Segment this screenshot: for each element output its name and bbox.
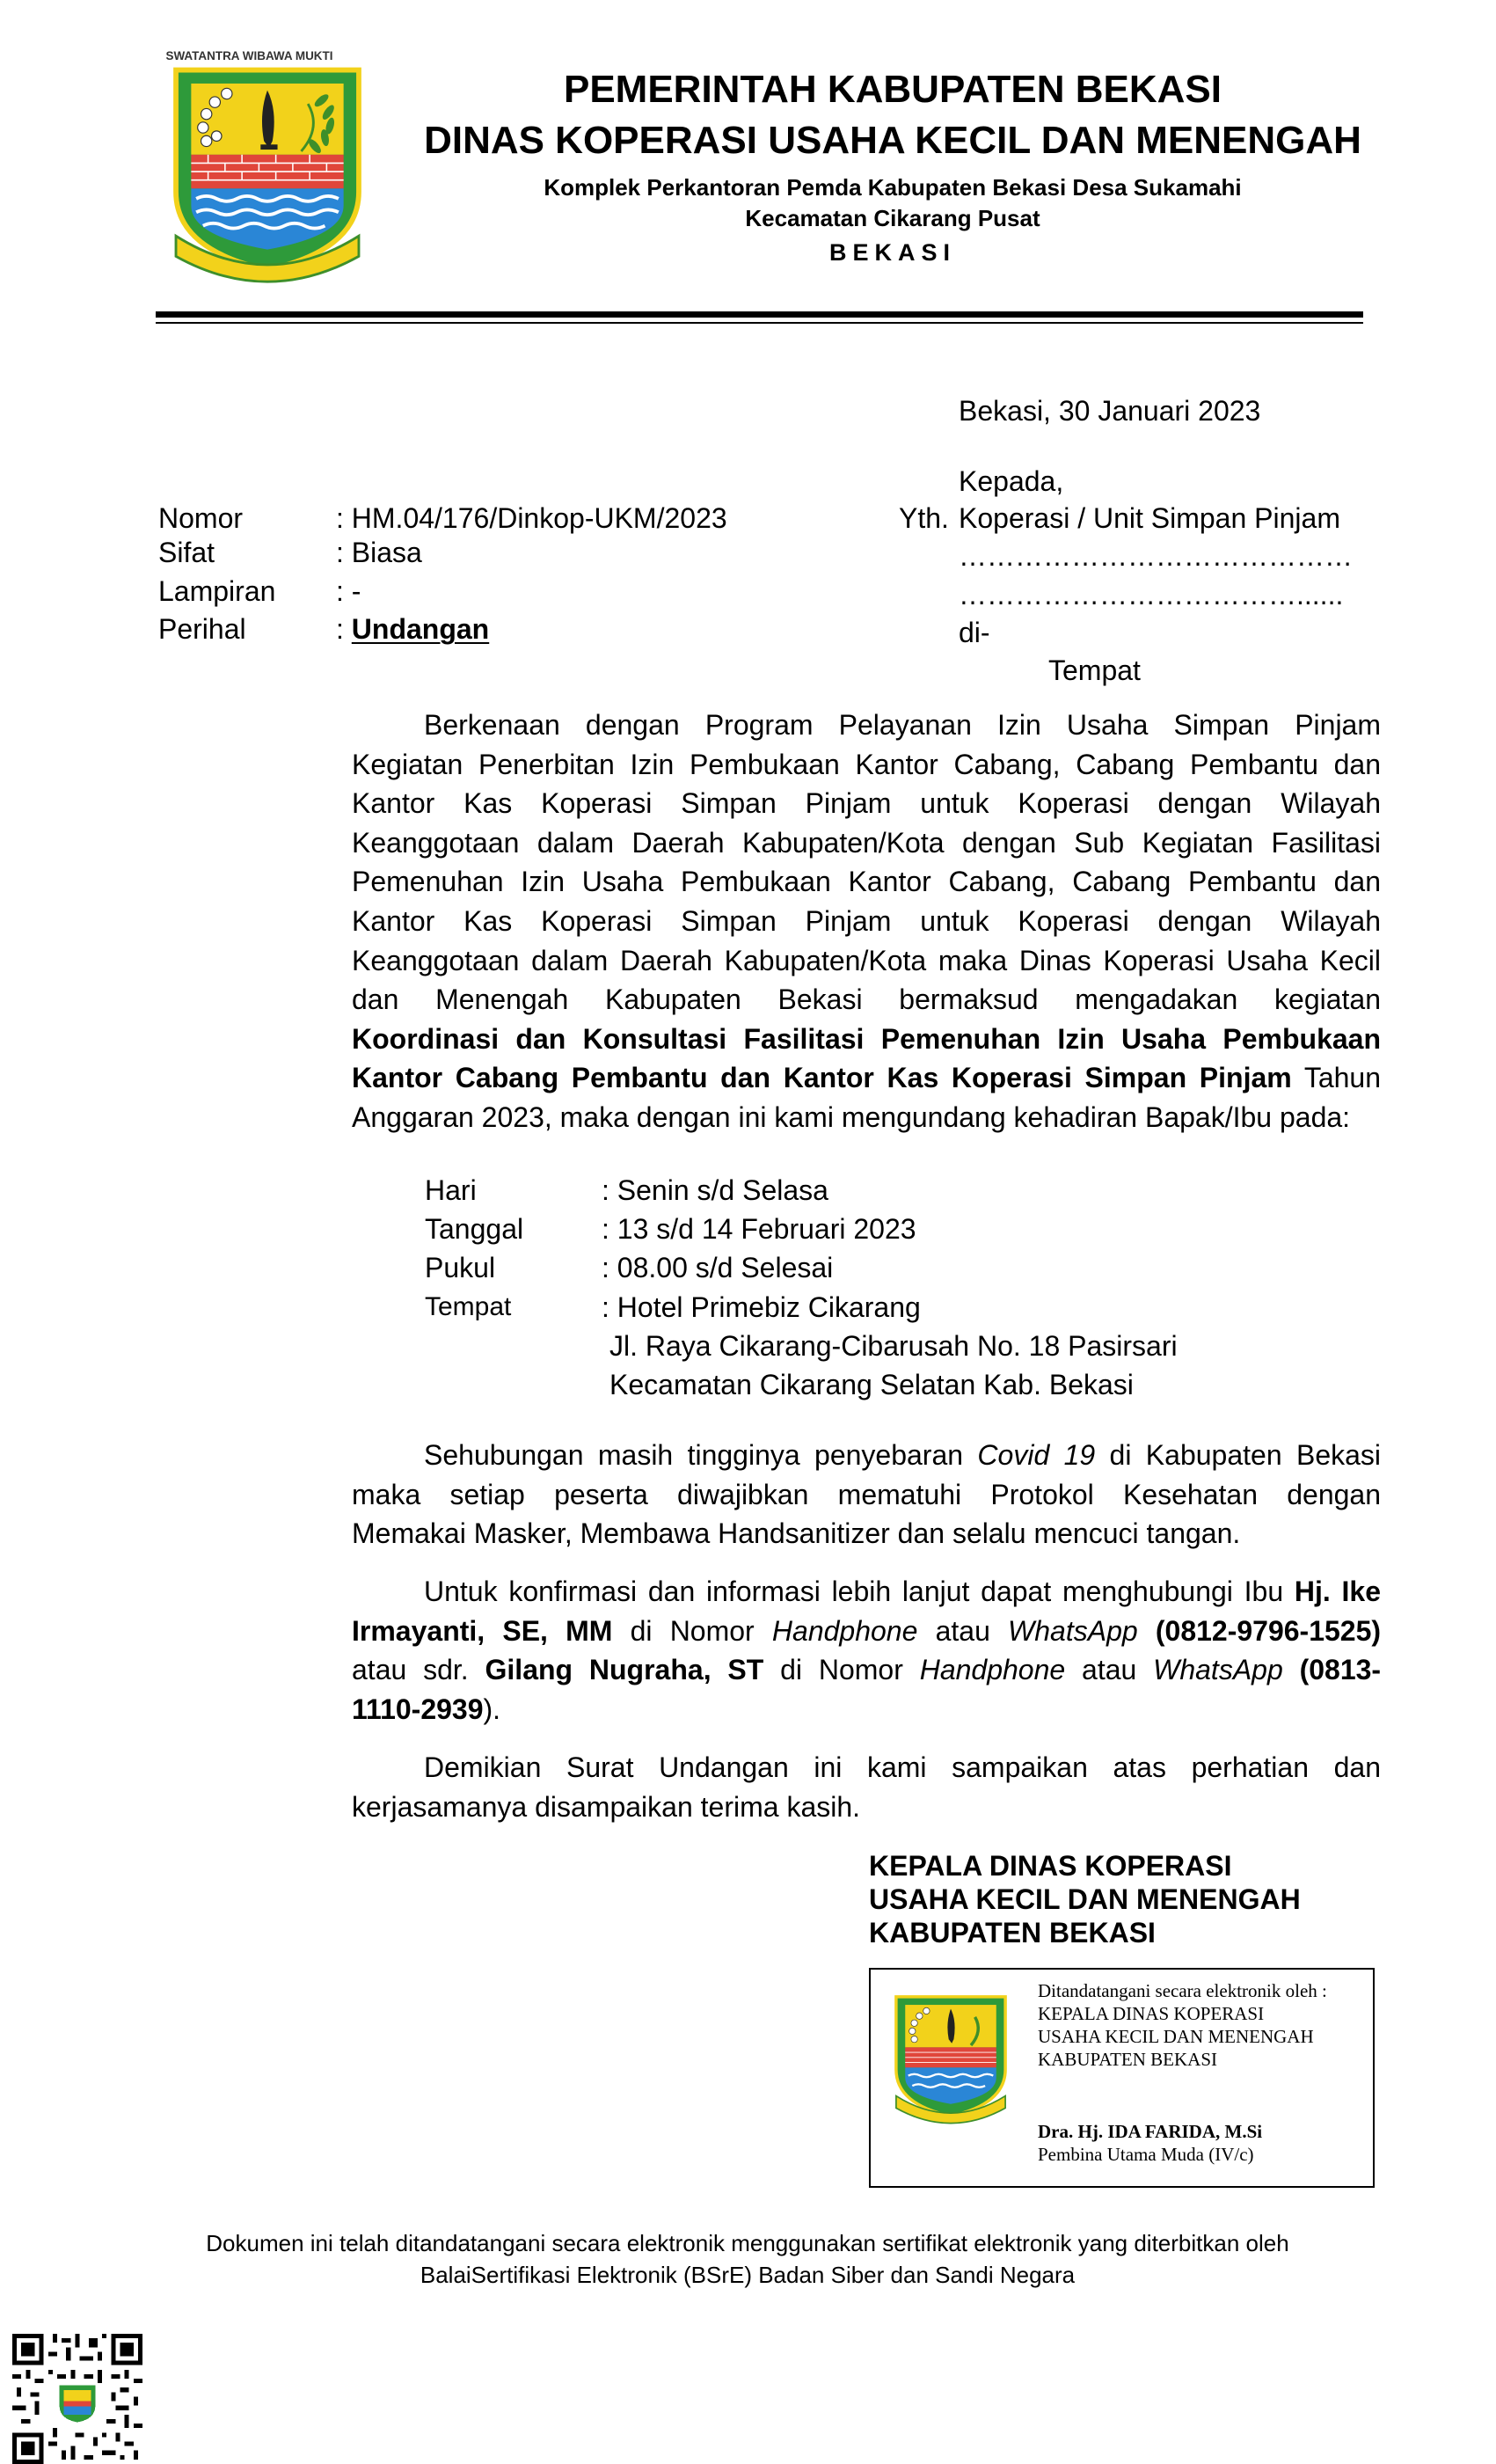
footer-note	[114, 2227, 1381, 2291]
recipient-di: di-	[959, 617, 990, 648]
qr-code	[12, 2334, 142, 2464]
header-rule-thick	[156, 311, 1363, 318]
event-value-tanggal: : 13 s/d 14 Februari 2023	[602, 1213, 916, 1245]
event-label-pukul: Pukul	[425, 1252, 496, 1283]
event-address-2: Kecamatan Cikarang Selatan Kab. Bekasi	[609, 1369, 1134, 1400]
event-label-tempat: Tempat	[425, 1292, 512, 1321]
p2-line-3: Memakai Masker, Membawa Handsanitizer dan selalu mencuci tangan.	[352, 1517, 1241, 1550]
p4-line-1: Demikian Surat Undangan ini kami sampaikan atas perhatian dan	[424, 1751, 1381, 1783]
p1-line-last: Anggaran 2023, maka dengan ini kami mengundang kehadiran Bapak/Ibu pada:	[352, 1100, 1351, 1133]
p4-line-2: kerjasamanya disampaikan terima kasih.	[352, 1790, 861, 1823]
meta-value-perihal	[336, 611, 489, 647]
signatory-line-3: KABUPATEN BEKASI	[869, 1917, 1156, 1949]
meta-value-lampiran: : -	[336, 575, 361, 607]
bekasi-logo	[165, 49, 369, 287]
paragraph-3	[352, 1574, 1381, 1730]
p2-line-2: maka setiap peserta diwajibkan mematuhi Protokol Kesehatan dengan	[352, 1478, 1381, 1510]
recipient-yth: Yth.	[899, 502, 949, 534]
event-label-tanggal: Tanggal	[425, 1213, 524, 1245]
recipient-name: Koperasi / Unit Simpan Pinjam	[959, 502, 1340, 534]
event-value-tempat: : Hotel Primebiz Cikarang	[602, 1291, 921, 1323]
paragraph-1	[352, 707, 1381, 1139]
header-line-2: DINAS KOPERASI USAHA KECIL DAN MENENGAH	[424, 119, 1361, 162]
p1-line-mixed	[352, 1060, 1381, 1100]
meta-label-nomor: Nomor	[158, 502, 244, 534]
meta-label-perihal: Perihal	[158, 613, 246, 645]
p1-line: dan Menengah Kabupaten Bekasi bermaksud mengadakan kegiatan	[352, 983, 1381, 1016]
header-city: BEKASI	[828, 239, 956, 266]
recipient-kepada: Kepada,	[959, 465, 1064, 497]
p2-line-1: Sehubungan masih tingginya penyebaran Covid 19 di Kabupaten Bekasi	[424, 1439, 1382, 1471]
header-rule-thin	[156, 322, 1363, 324]
event-value-hari: : Senin s/d Selasa	[602, 1174, 828, 1206]
recipient-dots-2: ………………………………......	[959, 579, 1344, 611]
meta-label-sifat: Sifat	[158, 537, 215, 568]
bekasi-logo-small	[890, 1990, 1011, 2127]
footer-line-2: BalaiSertifikasi Elektronik (BSrE) Badan Siber dan Sandi Negara	[420, 2262, 1076, 2288]
signatory-line-2: USAHA KECIL DAN MENENGAH	[869, 1883, 1301, 1915]
p1-line: Kegiatan Penerbitan Izin Pembukaan Kantor Cabang, Cabang Pembantu dan	[352, 748, 1381, 780]
p1-line: Berkenaan dengan Program Pelayanan Izin Usaha Simpan Pinjam	[424, 709, 1381, 741]
letter-date: Bekasi, 30 Januari 2023	[959, 395, 1261, 427]
esig-rank: Pembina Utama Muda (IV/c)	[1038, 2144, 1254, 2165]
esig-name: Dra. Hj. IDA FARIDA, M.Si	[1038, 2121, 1263, 2142]
p1-line: Keanggotaan dalam Daerah Kabupaten/Kota dengan Sub Kegiatan Fasilitasi	[352, 826, 1381, 859]
esig-intro: Ditandatangani secara elektronik oleh :	[1038, 1980, 1327, 2001]
event-label-hari: Hari	[425, 1174, 477, 1206]
footer-line-1: Dokumen ini telah ditandatangani secara elektronik menggunakan sertifikat elektronik yang diterbitkan oleh	[206, 2230, 1289, 2256]
p1-line: Pemenuhan Izin Usaha Pembukaan Kantor Cabang, Cabang Pembantu dan	[352, 866, 1381, 898]
esig-line-2: USAHA KECIL DAN MENENGAH	[1038, 2026, 1314, 2047]
p1-tahun: Tahun	[1303, 1062, 1382, 1094]
p1-line: Kantor Kas Koperasi Simpan Pinjam untuk Koperasi dengan Wilayah	[352, 787, 1381, 820]
p3-line-3: atau sdr. Gilang Nugraha, ST di Nomor Handphone atau WhatsApp (0813-	[352, 1654, 1382, 1686]
paragraph-2	[352, 1437, 1381, 1555]
p3-line-4: 1110-2939).	[352, 1693, 501, 1725]
esig-line-3: KABUPATEN BEKASI	[1038, 2049, 1218, 2070]
perihal-colon: :	[336, 613, 344, 645]
p3-line-2: Irmayanti, SE, MM di Nomor Handphone atau WhatsApp (0812-9796-1525)	[352, 1614, 1382, 1647]
p3-line-1: Untuk konfirmasi dan informasi lebih lanjut dapat menghubungi Ibu Hj. Ike	[424, 1576, 1382, 1607]
p1-line-bold: Koordinasi dan Konsultasi Fasilitasi Pemenuhan Izin Usaha Pembukaan	[352, 1022, 1381, 1055]
perihal-subject: Undangan	[351, 613, 490, 645]
signatory-line-1: KEPALA DINAS KOPERASI	[869, 1850, 1232, 1882]
event-address-1: Jl. Raya Cikarang-Cibarusah No. 18 Pasirsari	[609, 1330, 1178, 1362]
event-value-pukul: : 08.00 s/d Selesai	[602, 1252, 834, 1283]
meta-value-sifat: : Biasa	[336, 537, 422, 568]
paragraph-4	[352, 1750, 1381, 1828]
header-address-1: Komplek Perkantoran Pemda Kabupaten Bekasi Desa Sukamahi	[544, 174, 1242, 201]
meta-label-lampiran: Lampiran	[158, 575, 276, 607]
header-address-2: Kecamatan Cikarang Pusat	[745, 205, 1040, 231]
p1-bold-event: Kantor Cabang Pembantu dan Kantor Kas Koperasi Simpan Pinjam	[352, 1062, 1292, 1094]
header-line-1: PEMERINTAH KABUPATEN BEKASI	[563, 68, 1222, 111]
recipient-dots-1: ……………………………………	[959, 540, 1353, 572]
recipient-tempat: Tempat	[1048, 654, 1141, 686]
p1-line: Kantor Kas Koperasi Simpan Pinjam untuk Koperasi dengan Wilayah	[352, 904, 1381, 937]
p1-line: Keanggotaan dalam Daerah Kabupaten/Kota maka Dinas Koperasi Usaha Kecil	[352, 944, 1381, 976]
meta-value-nomor: : HM.04/176/Dinkop-UKM/2023	[336, 502, 727, 534]
logo-motto: SWATANTRA WIBAWA MUKTI	[165, 49, 333, 62]
esig-line-1: KEPALA DINAS KOPERASI	[1038, 2003, 1265, 2024]
